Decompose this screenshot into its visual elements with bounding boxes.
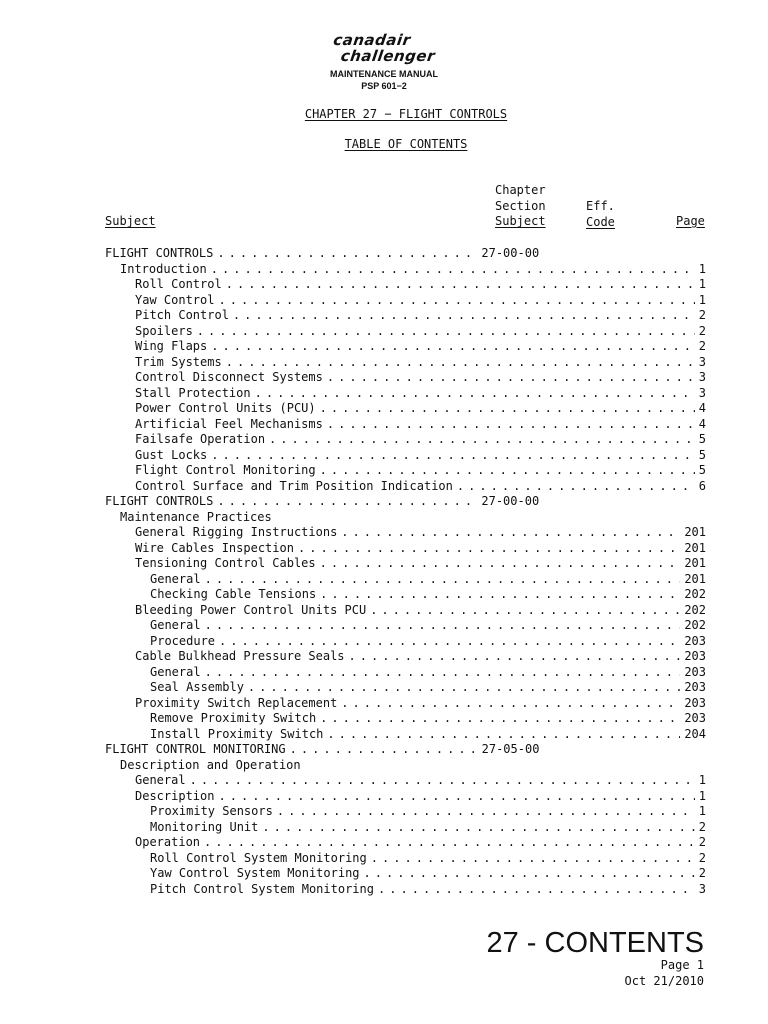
toc-page-number: 4 (698, 416, 706, 431)
toc-entry-row (105, 339, 706, 355)
toc-page-number: 5 (698, 463, 706, 477)
manual-title: MAINTENANCE MANUAL (330, 69, 438, 79)
toc-entry-row (105, 386, 706, 402)
toc-entry-row (105, 820, 706, 836)
toc-entry-title: Introduction (120, 261, 207, 276)
toc-dot-leader (217, 494, 477, 510)
toc-entry-title: General (150, 618, 201, 632)
toc-entry-row (105, 541, 706, 557)
column-header-chapter: Chapter (495, 183, 546, 197)
column-header-section: Section (495, 198, 546, 213)
toc-entry-title: Roll Control (135, 277, 222, 291)
toc-entry-row (105, 649, 706, 665)
toc-dot-leader (349, 649, 681, 665)
toc-entry-title: Flight Control Monitoring (135, 463, 316, 477)
toc-entry-title: Procedure (150, 633, 216, 648)
column-header-chapter-section-subject (495, 183, 546, 230)
toc-dot-leader (370, 603, 680, 619)
toc-dot-leader (269, 432, 695, 448)
toc-page-number: 1 (698, 261, 706, 276)
toc-entry-title: Failsafe Operation (135, 432, 266, 446)
toc-entry-title: Description and Operation (120, 757, 301, 772)
toc-dot-leader (371, 851, 695, 867)
toc-page-number: 202 (684, 618, 706, 632)
toc-page-number: 202 (684, 587, 706, 601)
toc-entry-title: General Rigging Instructions (135, 525, 338, 539)
toc-entry-row (105, 804, 706, 820)
toc-entry-title: Roll Control System Monitoring (150, 850, 367, 865)
toc-entry-title: Bleeding Power Control Units PCU (135, 602, 367, 617)
toc-dot-leader (457, 479, 695, 495)
toc-entry-row (105, 510, 706, 526)
toc-page-number: 201 (684, 556, 706, 570)
toc-entry-row (105, 308, 706, 324)
chapter-title: CHAPTER 27 − FLIGHT CONTROLS (304, 107, 508, 121)
toc-entry-title: Cable Bulkhead Pressure Seals (135, 649, 345, 663)
toc-dot-leader (219, 634, 680, 650)
column-header-eff-code (586, 199, 615, 230)
toc-entry-title: Pitch Control System Monitoring (150, 881, 374, 896)
toc-page-number: 1 (698, 788, 706, 803)
toc-entry-title: Power Control Units (PCU) (135, 401, 316, 415)
footer-page-number: Page 1 (660, 958, 704, 972)
toc-dot-leader (248, 680, 680, 696)
toc-dot-leader (255, 386, 695, 402)
toc-page-number: 1 (698, 292, 706, 307)
toc-page-number: 2 (698, 819, 706, 834)
toc-page-number: 5 (698, 447, 706, 462)
toc-entry-row (105, 525, 706, 541)
column-header-code: Code (586, 214, 615, 229)
canadair-challenger-logo (0, 32, 768, 64)
toc-entry-title: Description (135, 788, 215, 803)
toc-dot-leader (320, 587, 680, 603)
toc-entry-row (105, 634, 706, 650)
toc-page-number: 201 (684, 540, 706, 555)
toc-entry-row (105, 696, 706, 712)
toc-entry-row (105, 556, 706, 572)
toc-dot-leader (211, 339, 695, 355)
toc-entry-title: FLIGHT CONTROLS (105, 246, 214, 260)
toc-page-number: 201 (684, 525, 706, 539)
toc-entry-row (105, 727, 706, 743)
toc-page-number: 1 (698, 277, 706, 291)
footer-contents-label: 27 - CONTENTS (486, 927, 704, 959)
toc-entry-title: Tensioning Control Cables (135, 556, 316, 570)
toc-entry-title: Seal Assembly (150, 680, 244, 694)
toc-dot-leader (226, 277, 695, 293)
toc-entry-row (105, 479, 706, 495)
toc-entry-title: Install Proximity Switch (150, 726, 324, 741)
toc-entry-title: Spoilers (135, 323, 193, 338)
toc-dot-leader (211, 448, 695, 464)
table-of-contents-list (105, 246, 706, 897)
toc-entry-row (105, 277, 706, 293)
toc-page-number: 6 (698, 478, 706, 493)
toc-page-number: 5 (698, 432, 706, 446)
toc-page-number: 4 (698, 401, 706, 415)
toc-page-number: 2 (698, 339, 706, 353)
column-header-page: Page (676, 214, 705, 228)
toc-entry-row (105, 293, 706, 309)
toc-entry-row (105, 355, 706, 371)
toc-page-number: 2 (698, 850, 706, 865)
toc-dot-leader (217, 246, 477, 262)
toc-entry-row (105, 866, 706, 882)
toc-entry-row (105, 618, 706, 634)
toc-entry-title: Control Disconnect Systems (135, 370, 323, 384)
toc-dot-leader (327, 727, 680, 743)
toc-entry-row (105, 835, 706, 851)
toc-entry-title: FLIGHT CONTROLS (105, 494, 214, 508)
manual-code: PSP 601−2 (361, 81, 407, 91)
toc-dot-leader (197, 324, 695, 340)
toc-page-number: 203 (684, 649, 706, 663)
toc-page-number: 204 (684, 726, 706, 741)
toc-dot-leader (190, 773, 695, 789)
logo-line-2: challenger (339, 47, 437, 65)
manual-header (0, 68, 768, 92)
toc-entry-row (105, 401, 706, 417)
toc-dot-leader (262, 820, 694, 836)
toc-entry-title: Yaw Control System Monitoring (150, 866, 360, 880)
toc-entry-title: Pitch Control (135, 308, 229, 322)
toc-entry-row (105, 789, 706, 805)
toc-entry-title: Artificial Feel Mechanisms (135, 416, 323, 431)
toc-page-number: 203 (684, 664, 706, 679)
toc-page-number: 3 (698, 385, 706, 400)
toc-entry-row (105, 572, 706, 588)
toc-entry-row (105, 758, 706, 774)
toc-entry-title: Proximity Switch Replacement (135, 695, 338, 710)
toc-entry-title: Gust Locks (135, 447, 208, 462)
toc-page-number: 3 (698, 370, 706, 384)
toc-section-code: 27-05-00 (481, 742, 540, 756)
toc-page-number: 203 (684, 695, 706, 710)
toc-dot-leader (211, 262, 695, 278)
toc-page-number: 201 (684, 571, 706, 586)
toc-dot-leader (218, 789, 694, 805)
toc-entry-row (105, 665, 706, 681)
toc-dot-leader (218, 293, 694, 309)
toc-dot-leader (378, 882, 695, 898)
column-header-subject-code: Subject (495, 214, 546, 228)
toc-dot-leader (226, 355, 695, 371)
toc-dot-leader (205, 665, 681, 681)
toc-page-number: 2 (698, 308, 706, 322)
toc-entry-row (105, 680, 706, 696)
toc-page-number: 1 (698, 773, 706, 787)
toc-entry-row (105, 448, 706, 464)
toc-dot-leader (277, 804, 695, 820)
toc-entry-title: Remove Proximity Switch (150, 711, 317, 725)
toc-entry-title: General (150, 571, 201, 586)
toc-section-code: 27-00-00 (481, 494, 540, 508)
toc-dot-leader (320, 463, 695, 479)
toc-dot-leader (320, 711, 680, 727)
column-header-subject: Subject (105, 214, 156, 228)
toc-dot-leader (233, 308, 695, 324)
toc-page-number: 2 (698, 323, 706, 338)
toc-page-number: 3 (698, 881, 706, 896)
toc-entry-row (105, 773, 706, 789)
toc-page-number: 202 (684, 602, 706, 617)
toc-dot-leader (341, 525, 680, 541)
toc-entry-title: Operation (135, 835, 201, 849)
toc-title: TABLE OF CONTENTS (344, 137, 468, 151)
toc-entry-row (105, 262, 706, 278)
toc-dot-leader (204, 835, 695, 851)
toc-page-number: 3 (698, 354, 706, 369)
toc-dot-leader (320, 401, 695, 417)
toc-entry-row (105, 463, 706, 479)
toc-section-row (105, 246, 706, 262)
toc-entry-row (105, 882, 706, 898)
toc-entry-title: Trim Systems (135, 354, 222, 369)
toc-entry-row (105, 711, 706, 727)
toc-dot-leader (341, 696, 680, 712)
toc-entry-row (105, 324, 706, 340)
toc-page-number: 203 (684, 633, 706, 648)
toc-dot-leader (205, 618, 681, 634)
toc-dot-leader (298, 541, 680, 557)
toc-dot-leader (205, 572, 681, 588)
toc-entry-title: Wire Cables Inspection (135, 540, 294, 555)
toc-entry-row (105, 851, 706, 867)
toc-section-code: 27-00-00 (481, 246, 540, 260)
toc-page-number: 203 (684, 711, 706, 725)
toc-entry-title: Yaw Control (135, 292, 215, 307)
column-header-eff: Eff. (586, 199, 615, 213)
toc-section-row (105, 742, 706, 758)
toc-entry-title: FLIGHT CONTROL MONITORING (105, 742, 286, 756)
toc-entry-title: General (135, 773, 186, 787)
toc-entry-row (105, 432, 706, 448)
toc-entry-row (105, 370, 706, 386)
toc-entry-row (105, 417, 706, 433)
toc-page-number: 1 (698, 804, 706, 818)
footer-date: Oct 21/2010 (624, 974, 704, 988)
toc-dot-leader (327, 370, 695, 386)
toc-entry-title: Maintenance Practices (120, 509, 272, 524)
toc-entry-row (105, 603, 706, 619)
toc-entry-title: General (150, 664, 201, 679)
toc-dot-leader (320, 556, 681, 572)
toc-entry-title: Checking Cable Tensions (150, 587, 317, 601)
toc-dot-leader (364, 866, 695, 882)
toc-page-number: 2 (698, 866, 706, 880)
toc-section-row (105, 494, 706, 510)
logo-line-1: canadair (332, 31, 412, 49)
toc-entry-title: Wing Flaps (135, 339, 208, 353)
toc-entry-row (105, 587, 706, 603)
toc-entry-title: Proximity Sensors (150, 804, 273, 818)
toc-page-number: 2 (698, 835, 706, 849)
toc-entry-title: Control Surface and Trim Position Indication (135, 478, 453, 493)
toc-entry-title: Monitoring Unit (150, 819, 259, 834)
toc-dot-leader (327, 417, 695, 433)
toc-entry-title: Stall Protection (135, 385, 251, 400)
toc-page-number: 203 (684, 680, 706, 694)
toc-dot-leader (290, 742, 478, 758)
